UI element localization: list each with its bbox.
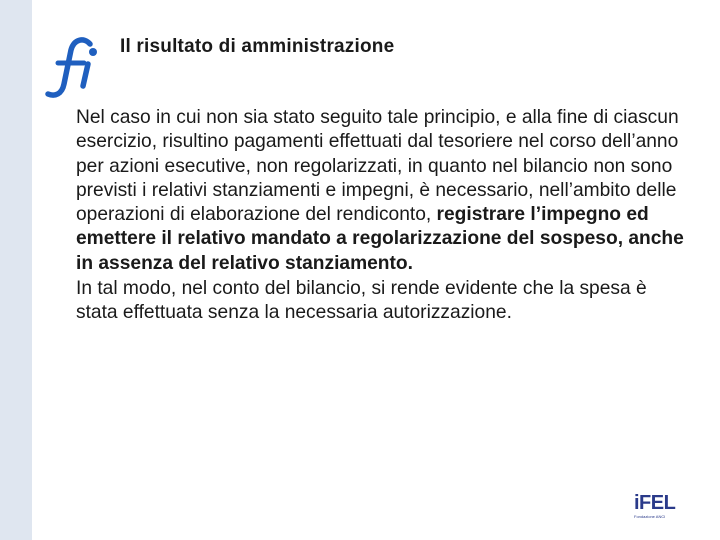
left-decorative-band <box>0 0 32 540</box>
page-title: Il risultato di amministrazione <box>120 36 395 57</box>
paragraph-1-bold: registrare l’impegno ed emettere il relativo mandato a regolarizzazione del sospeso, anche in assenza del relativo stanziamento. <box>76 204 684 274</box>
paragraph-1-normal: Nel caso in cui non sia stato seguito tale principio, e alla fine di ciascun esercizio, risultino pagamenti effettuati dal tesoriere nel corso dell’anno per azioni esecutive, non regolarizzati, in quanto nel bilancio non sono previsti i relativi stanziamenti e impegni, è necessario, nell’ambito delle operazioni di elaborazione del rendiconto, <box>76 107 679 226</box>
paragraph-2: In tal modo, nel conto del bilancio, si rende evidente che la spesa è stata effettuata senza la necessaria autorizzazione. <box>76 278 647 324</box>
fi-logo-icon <box>44 34 104 100</box>
ifel-brand-text: iFEL <box>634 492 676 514</box>
ifel-logo <box>634 492 676 524</box>
ifel-brand-sub: Fondazione ANCI <box>634 514 666 519</box>
body-text <box>76 106 692 326</box>
paragraph-1 <box>76 106 692 276</box>
